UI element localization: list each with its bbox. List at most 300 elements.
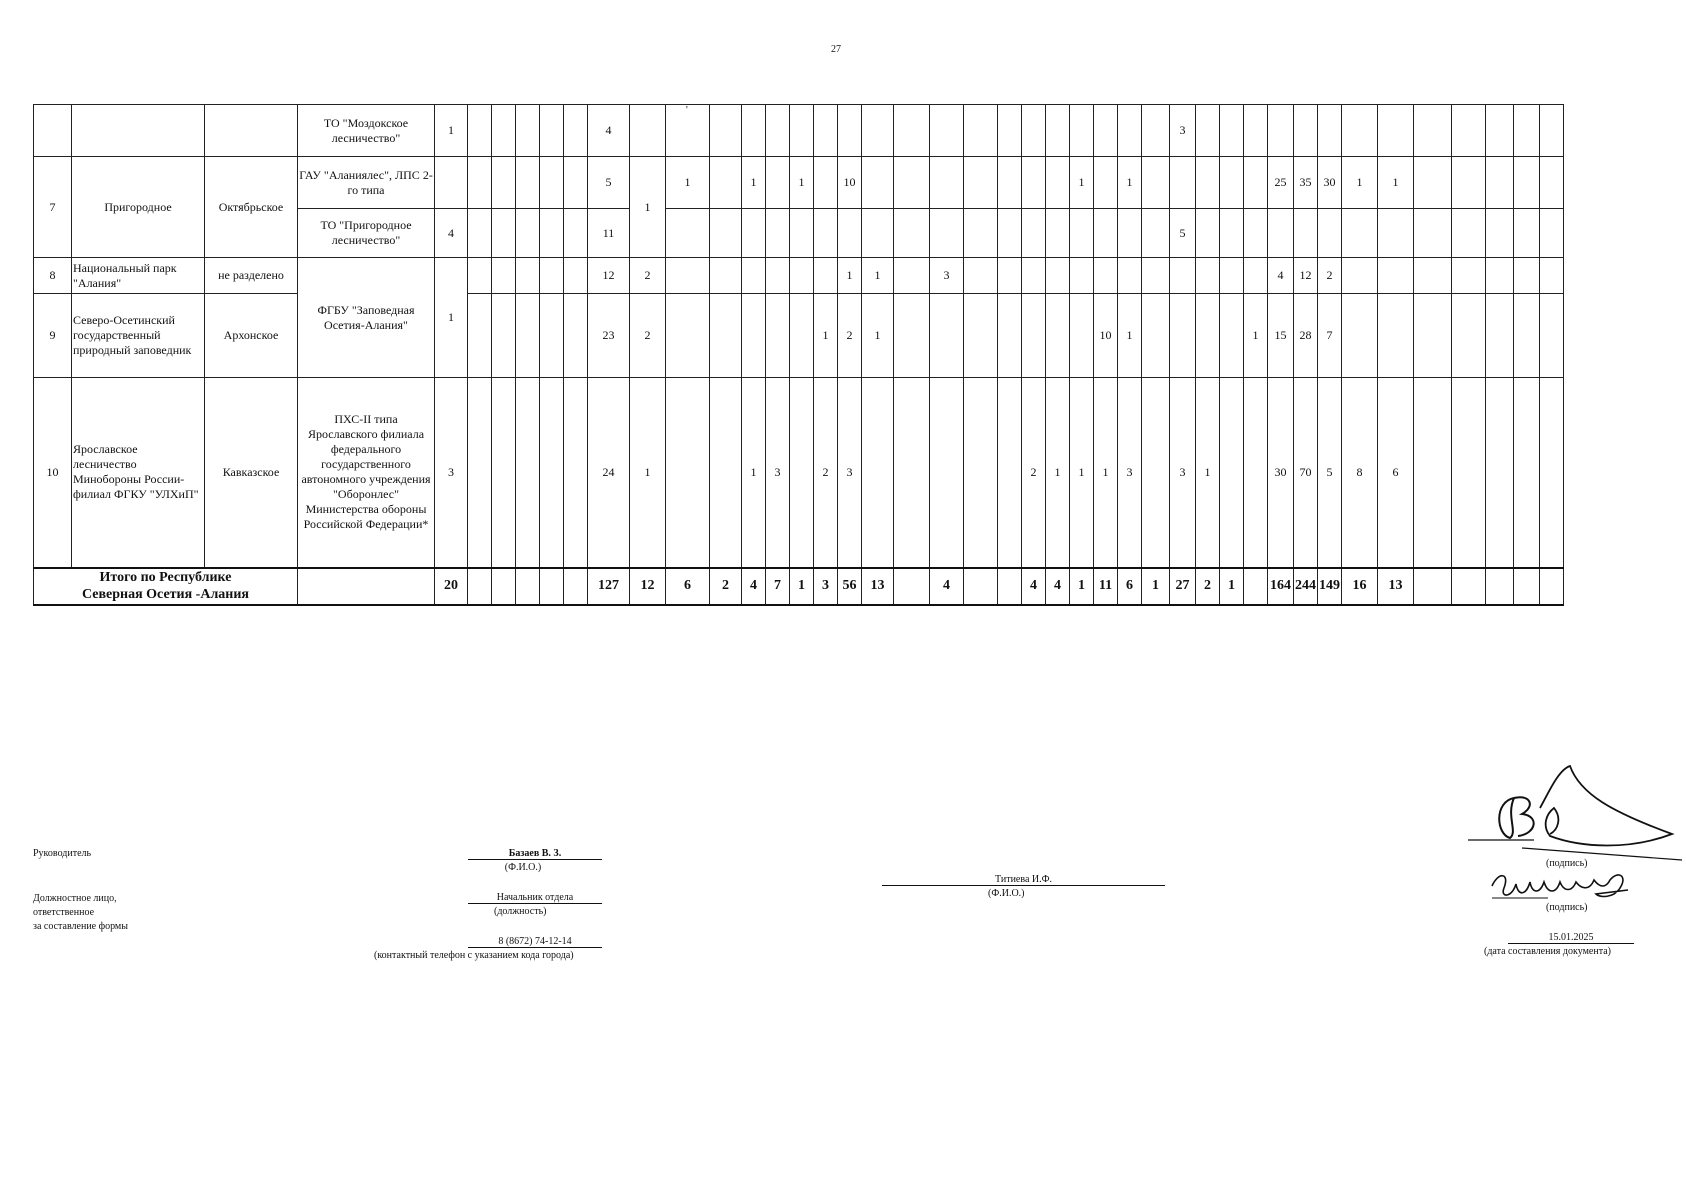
value-cell: 10 bbox=[1094, 294, 1118, 378]
total-value-cell: 20 bbox=[435, 568, 468, 605]
value-cell bbox=[1452, 209, 1486, 258]
value-cell bbox=[630, 105, 666, 157]
value-cell bbox=[964, 258, 998, 294]
value-cell bbox=[814, 258, 838, 294]
value-cell bbox=[468, 294, 492, 378]
total-value-cell: 4 bbox=[742, 568, 766, 605]
value-cell bbox=[492, 209, 516, 258]
value-cell bbox=[1244, 105, 1268, 157]
value-cell bbox=[468, 378, 492, 568]
value-cell bbox=[516, 105, 540, 157]
value-cell: 4 bbox=[435, 209, 468, 258]
value-cell: 2 bbox=[630, 258, 666, 294]
value-cell bbox=[1046, 209, 1070, 258]
position-label: (должность) bbox=[494, 906, 547, 917]
value-cell bbox=[1118, 105, 1142, 157]
value-cell bbox=[1486, 378, 1514, 568]
value-cell bbox=[1170, 294, 1196, 378]
organization-cell: ТО "Моздокское лесничество" bbox=[298, 105, 435, 157]
value-cell: 3 bbox=[1170, 378, 1196, 568]
value-cell: 1 bbox=[1094, 378, 1118, 568]
total-value-cell: 12 bbox=[630, 568, 666, 605]
value-cell: 1 bbox=[1070, 378, 1094, 568]
total-value-cell: 1 bbox=[1142, 568, 1170, 605]
total-value-cell bbox=[1452, 568, 1486, 605]
value-cell bbox=[1046, 157, 1070, 209]
value-cell bbox=[468, 105, 492, 157]
value-cell bbox=[1540, 294, 1564, 378]
table-row bbox=[34, 258, 1660, 294]
signature-label-2: (подпись) bbox=[1546, 902, 1588, 913]
total-label-line2: Северная Осетия -Алания bbox=[81, 587, 250, 602]
value-cell bbox=[964, 378, 998, 568]
value-cell bbox=[710, 294, 742, 378]
head-name: Базаев В. З. bbox=[468, 848, 602, 860]
value-cell bbox=[1378, 258, 1414, 294]
total-value-cell: 7 bbox=[766, 568, 790, 605]
value-cell bbox=[1220, 157, 1244, 209]
value-cell bbox=[894, 157, 930, 209]
value-cell bbox=[1220, 294, 1244, 378]
value-cell: 2 bbox=[630, 294, 666, 378]
page-number: 27 bbox=[831, 44, 841, 55]
value-cell: 1 bbox=[1196, 378, 1220, 568]
rayon-cell: Октябрьское bbox=[205, 157, 298, 258]
total-value-cell: 6 bbox=[1118, 568, 1142, 605]
value-cell: 2 bbox=[1318, 258, 1342, 294]
value-cell bbox=[1118, 209, 1142, 258]
value-cell bbox=[1268, 209, 1294, 258]
total-value-cell bbox=[1486, 568, 1514, 605]
value-cell bbox=[1220, 258, 1244, 294]
lesnichestvo-cell bbox=[72, 105, 205, 157]
head-signature bbox=[1462, 764, 1684, 864]
signature-label-1: (подпись) bbox=[1546, 858, 1588, 869]
value-cell bbox=[1414, 258, 1452, 294]
value-cell bbox=[1046, 294, 1070, 378]
value-cell bbox=[516, 157, 540, 209]
value-cell: 5 bbox=[588, 157, 630, 209]
total-row bbox=[34, 568, 1660, 605]
total-label-cell bbox=[34, 568, 298, 605]
value-cell: 1 bbox=[1378, 157, 1414, 209]
value-cell bbox=[766, 294, 790, 378]
value-cell bbox=[964, 294, 998, 378]
value-cell bbox=[540, 378, 564, 568]
value-cell bbox=[1452, 105, 1486, 157]
value-cell: 1 bbox=[862, 258, 894, 294]
value-cell bbox=[1414, 105, 1452, 157]
value-cell bbox=[1142, 294, 1170, 378]
lesnichestvo-cell: Пригородное bbox=[72, 157, 205, 258]
value-cell bbox=[468, 157, 492, 209]
value-cell bbox=[998, 157, 1022, 209]
value-cell: 1 bbox=[790, 157, 814, 209]
value-cell bbox=[564, 209, 588, 258]
total-value-cell: 6 bbox=[666, 568, 710, 605]
value-cell bbox=[1414, 294, 1452, 378]
organization-cell: ГАУ "Аланиялес", ЛПС 2-го типа bbox=[298, 157, 435, 209]
total-value-cell bbox=[894, 568, 930, 605]
value-cell: 30 bbox=[1268, 378, 1294, 568]
value-cell bbox=[1414, 209, 1452, 258]
value-cell bbox=[1244, 209, 1268, 258]
total-value-cell: 164 bbox=[1268, 568, 1294, 605]
value-cell bbox=[1142, 378, 1170, 568]
value-cell bbox=[666, 209, 710, 258]
value-cell bbox=[1514, 105, 1540, 157]
table-row bbox=[34, 105, 1660, 157]
value-cell: 30 bbox=[1318, 157, 1342, 209]
value-cell bbox=[540, 258, 564, 294]
row-number-cell: 8 bbox=[34, 258, 72, 294]
total-value-cell bbox=[1414, 568, 1452, 605]
report-table bbox=[33, 104, 1660, 606]
value-cell bbox=[492, 258, 516, 294]
value-cell bbox=[492, 378, 516, 568]
value-cell bbox=[1452, 157, 1486, 209]
value-cell bbox=[1022, 209, 1046, 258]
official-fio-label: (Ф.И.О.) bbox=[988, 888, 1025, 899]
value-cell bbox=[930, 378, 964, 568]
value-cell: 5 bbox=[1170, 209, 1196, 258]
value-cell bbox=[564, 294, 588, 378]
table-row bbox=[34, 378, 1660, 568]
value-cell bbox=[1486, 105, 1514, 157]
value-cell bbox=[766, 105, 790, 157]
total-value-cell: 4 bbox=[1046, 568, 1070, 605]
value-cell bbox=[666, 105, 710, 157]
value-cell bbox=[1342, 258, 1378, 294]
value-cell bbox=[1414, 378, 1452, 568]
value-cell bbox=[742, 209, 766, 258]
total-value-cell bbox=[998, 568, 1022, 605]
value-cell bbox=[1514, 294, 1540, 378]
value-cell: 2 bbox=[838, 294, 862, 378]
value-cell: 25 bbox=[1268, 157, 1294, 209]
value-cell: 2 bbox=[814, 378, 838, 568]
value-cell bbox=[790, 294, 814, 378]
lesnichestvo-cell: Ярославское лесничество Минобороны России-филиал ФГКУ "УЛХиП" bbox=[72, 378, 205, 568]
total-value-cell: 149 bbox=[1318, 568, 1342, 605]
value-cell bbox=[1452, 294, 1486, 378]
value-cell bbox=[1486, 209, 1514, 258]
phone-value: 8 (8672) 74-12-14 bbox=[468, 936, 602, 948]
head-fio-label: (Ф.И.О.) bbox=[504, 862, 542, 873]
value-cell bbox=[1244, 157, 1268, 209]
value-cell bbox=[1046, 258, 1070, 294]
total-value-cell: 27 bbox=[1170, 568, 1196, 605]
value-cell: 3 bbox=[1118, 378, 1142, 568]
organization-cell: ТО "Пригородное лесничество" bbox=[298, 209, 435, 258]
value-cell bbox=[1196, 258, 1220, 294]
value-cell: 10 bbox=[838, 157, 862, 209]
row-number-cell: 7 bbox=[34, 157, 72, 258]
total-value-cell: 13 bbox=[862, 568, 894, 605]
value-cell bbox=[894, 209, 930, 258]
value-cell bbox=[564, 378, 588, 568]
lesnichestvo-cell: Национальный парк "Алания" bbox=[72, 258, 205, 294]
total-value-cell bbox=[564, 568, 588, 605]
total-value-cell: 11 bbox=[1094, 568, 1118, 605]
value-cell bbox=[516, 378, 540, 568]
total-value-cell: 2 bbox=[710, 568, 742, 605]
value-cell bbox=[1094, 258, 1118, 294]
value-cell bbox=[1540, 209, 1564, 258]
total-value-cell: 2 bbox=[1196, 568, 1220, 605]
value-cell bbox=[790, 378, 814, 568]
value-cell bbox=[1318, 209, 1342, 258]
value-cell bbox=[1486, 294, 1514, 378]
value-cell bbox=[1196, 294, 1220, 378]
total-value-cell: 4 bbox=[930, 568, 964, 605]
value-cell bbox=[492, 157, 516, 209]
total-value-cell bbox=[1244, 568, 1268, 605]
total-value-cell: 4 bbox=[1022, 568, 1046, 605]
value-cell bbox=[1196, 105, 1220, 157]
organization-cell: ФГБУ "Заповедная Осетия-Алания" bbox=[298, 258, 435, 378]
value-cell bbox=[492, 294, 516, 378]
value-cell bbox=[492, 105, 516, 157]
value-cell bbox=[894, 294, 930, 378]
rayon-cell bbox=[205, 105, 298, 157]
value-cell bbox=[1220, 209, 1244, 258]
value-cell bbox=[666, 258, 710, 294]
value-cell bbox=[742, 294, 766, 378]
value-cell bbox=[1244, 258, 1268, 294]
total-value-cell bbox=[516, 568, 540, 605]
value-cell bbox=[1540, 258, 1564, 294]
value-cell bbox=[862, 209, 894, 258]
value-cell bbox=[814, 105, 838, 157]
value-cell bbox=[1196, 157, 1220, 209]
table-row bbox=[34, 157, 1660, 209]
value-cell: 35 bbox=[1294, 157, 1318, 209]
value-cell bbox=[1294, 209, 1318, 258]
value-cell bbox=[1342, 294, 1378, 378]
value-cell bbox=[1220, 378, 1244, 568]
value-cell bbox=[1540, 378, 1564, 568]
value-cell bbox=[1514, 209, 1540, 258]
value-cell bbox=[516, 294, 540, 378]
value-cell bbox=[1170, 157, 1196, 209]
value-cell: 1 bbox=[630, 378, 666, 568]
value-cell: 1 bbox=[814, 294, 838, 378]
value-cell bbox=[516, 258, 540, 294]
value-cell: 12 bbox=[588, 258, 630, 294]
value-cell bbox=[964, 105, 998, 157]
value-cell bbox=[1094, 209, 1118, 258]
value-cell: 3 bbox=[838, 378, 862, 568]
value-cell bbox=[1142, 258, 1170, 294]
value-cell bbox=[930, 209, 964, 258]
total-value-cell bbox=[1514, 568, 1540, 605]
value-cell: 2 bbox=[1022, 378, 1046, 568]
value-cell: 1 bbox=[742, 157, 766, 209]
value-cell bbox=[742, 258, 766, 294]
value-cell bbox=[1022, 294, 1046, 378]
total-label-line1: Итого по Республике bbox=[99, 569, 232, 585]
value-cell bbox=[1452, 258, 1486, 294]
value-cell bbox=[1196, 209, 1220, 258]
value-cell bbox=[710, 209, 742, 258]
value-cell bbox=[1378, 294, 1414, 378]
total-value-cell bbox=[964, 568, 998, 605]
tick-mark: ' bbox=[686, 105, 688, 116]
date-label: (дата составления документа) bbox=[1484, 946, 1611, 957]
value-cell bbox=[1022, 105, 1046, 157]
row-number-cell: 9 bbox=[34, 294, 72, 378]
phone-label: (контактный телефон с указанием кода города) bbox=[374, 950, 574, 961]
value-cell bbox=[468, 258, 492, 294]
value-cell bbox=[894, 378, 930, 568]
value-cell bbox=[1070, 105, 1094, 157]
rayon-cell: Кавказское bbox=[205, 378, 298, 568]
value-cell bbox=[790, 105, 814, 157]
value-cell: 12 bbox=[1294, 258, 1318, 294]
table-row bbox=[34, 294, 1660, 378]
total-organization-cell bbox=[298, 568, 435, 605]
value-cell bbox=[540, 157, 564, 209]
row-number-cell bbox=[34, 105, 72, 157]
value-cell: 3 bbox=[435, 378, 468, 568]
value-cell bbox=[930, 105, 964, 157]
total-value-cell: 1 bbox=[1220, 568, 1244, 605]
table-body bbox=[34, 105, 1660, 605]
value-cell: 1 bbox=[1070, 157, 1094, 209]
value-cell bbox=[1220, 105, 1244, 157]
value-cell: 1 bbox=[435, 105, 468, 157]
value-cell bbox=[468, 209, 492, 258]
total-value-cell: 1 bbox=[1070, 568, 1094, 605]
official-label-line1: Должностное лицо, bbox=[33, 893, 117, 904]
row-number-cell: 10 bbox=[34, 378, 72, 568]
value-cell bbox=[814, 157, 838, 209]
value-cell bbox=[1414, 157, 1452, 209]
value-cell bbox=[930, 157, 964, 209]
value-cell bbox=[838, 209, 862, 258]
value-cell bbox=[766, 157, 790, 209]
value-cell bbox=[1268, 105, 1294, 157]
value-cell: 7 bbox=[1318, 294, 1342, 378]
value-cell bbox=[1094, 105, 1118, 157]
value-cell bbox=[862, 157, 894, 209]
position-value: Начальник отдела bbox=[468, 892, 602, 904]
rayon-cell: Архонское bbox=[205, 294, 298, 378]
official-label-line3: за составление формы bbox=[33, 921, 128, 932]
value-cell bbox=[1142, 157, 1170, 209]
value-cell bbox=[742, 105, 766, 157]
value-cell: 1 bbox=[1342, 157, 1378, 209]
total-value-cell bbox=[540, 568, 564, 605]
total-value-cell bbox=[468, 568, 492, 605]
value-cell: 1 bbox=[1046, 378, 1070, 568]
value-cell bbox=[564, 157, 588, 209]
total-value-cell: 16 bbox=[1342, 568, 1378, 605]
value-cell bbox=[1070, 209, 1094, 258]
value-cell: 1 bbox=[742, 378, 766, 568]
value-cell bbox=[564, 258, 588, 294]
value-cell bbox=[1294, 105, 1318, 157]
value-cell: 4 bbox=[588, 105, 630, 157]
value-cell bbox=[814, 209, 838, 258]
value-cell bbox=[964, 209, 998, 258]
value-cell bbox=[540, 294, 564, 378]
value-cell: 1 bbox=[666, 157, 710, 209]
value-cell bbox=[1170, 258, 1196, 294]
value-cell bbox=[1378, 209, 1414, 258]
value-cell bbox=[666, 378, 710, 568]
total-value-cell: 13 bbox=[1378, 568, 1414, 605]
value-cell bbox=[862, 105, 894, 157]
value-cell bbox=[540, 105, 564, 157]
value-cell bbox=[894, 105, 930, 157]
value-cell: 24 bbox=[588, 378, 630, 568]
total-value-cell: 56 bbox=[838, 568, 862, 605]
value-cell bbox=[710, 378, 742, 568]
official-name: Титиева И.Ф. bbox=[882, 874, 1165, 886]
head-label: Руководитель bbox=[33, 848, 92, 859]
total-value-cell: 244 bbox=[1294, 568, 1318, 605]
date-value: 15.01.2025 bbox=[1508, 932, 1634, 944]
value-cell bbox=[998, 294, 1022, 378]
total-value-cell bbox=[1540, 568, 1564, 605]
value-cell bbox=[790, 209, 814, 258]
value-cell: 1 bbox=[1244, 294, 1268, 378]
value-cell: 15 bbox=[1268, 294, 1294, 378]
value-cell bbox=[1142, 209, 1170, 258]
value-cell: 4 bbox=[1268, 258, 1294, 294]
value-cell bbox=[516, 209, 540, 258]
value-cell bbox=[1514, 258, 1540, 294]
value-cell: 70 bbox=[1294, 378, 1318, 568]
value-cell bbox=[838, 105, 862, 157]
value-cell: 23 bbox=[588, 294, 630, 378]
value-cell: 5 bbox=[1318, 378, 1342, 568]
value-cell bbox=[1070, 294, 1094, 378]
value-cell bbox=[1318, 105, 1342, 157]
value-cell bbox=[1540, 105, 1564, 157]
value-cell: 28 bbox=[1294, 294, 1318, 378]
value-cell bbox=[1486, 258, 1514, 294]
value-cell bbox=[1022, 258, 1046, 294]
value-cell bbox=[1094, 157, 1118, 209]
lesnichestvo-cell: Северо-Осетинский государственный природный заповедник bbox=[72, 294, 205, 378]
value-cell bbox=[862, 378, 894, 568]
value-cell bbox=[998, 378, 1022, 568]
value-cell bbox=[1514, 157, 1540, 209]
value-cell bbox=[1514, 378, 1540, 568]
value-cell bbox=[435, 157, 468, 209]
value-cell bbox=[1022, 157, 1046, 209]
value-cell bbox=[710, 157, 742, 209]
value-cell bbox=[1540, 157, 1564, 209]
value-cell bbox=[1244, 378, 1268, 568]
total-value-cell: 127 bbox=[588, 568, 630, 605]
value-cell bbox=[1118, 258, 1142, 294]
value-cell: 1 bbox=[838, 258, 862, 294]
value-cell bbox=[964, 157, 998, 209]
value-cell bbox=[1070, 258, 1094, 294]
value-cell: 8 bbox=[1342, 378, 1378, 568]
value-cell: 1 bbox=[435, 258, 468, 378]
value-cell bbox=[1046, 105, 1070, 157]
value-cell bbox=[1142, 105, 1170, 157]
value-cell: 11 bbox=[588, 209, 630, 258]
value-cell: 3 bbox=[930, 258, 964, 294]
value-cell: 1 bbox=[1118, 294, 1142, 378]
value-cell: 1 bbox=[862, 294, 894, 378]
